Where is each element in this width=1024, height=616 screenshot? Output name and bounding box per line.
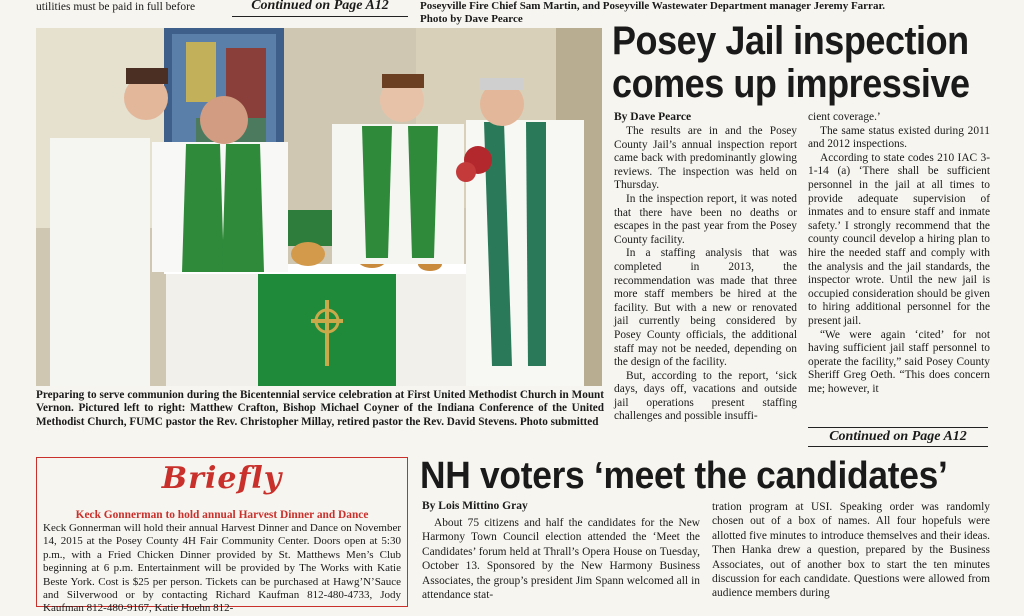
nh-paragraph: About 75 citizens and half the candidates for the New Harmony Town Council election attended the ‘Meet the Candidates’ forum held at Thrall’s Opera House on Tuesday, October 13. Sponsored by the New Harmony Business Associates, the group’s president Jim Spann welcomed all in attendance stat- <box>422 517 700 602</box>
jail-byline: By Dave Pearce <box>614 111 692 123</box>
nh-byline: By Lois Mittino Gray <box>422 500 528 512</box>
jail-continued-link[interactable]: Continued on Page A12 <box>808 427 988 447</box>
communion-photo <box>36 28 602 386</box>
brief-item-headline[interactable]: Keck Gonnerman to hold annual Harvest Dinner and Dance <box>75 509 369 521</box>
jail-paragraph: But, according to the report, ‘sick days, days off, vacations and outside jail operations present staffing challenges and possible insuffi- <box>614 369 797 423</box>
jail-headline[interactable] <box>612 19 970 106</box>
nh-column-2 <box>712 500 990 601</box>
jail-paragraph: In the inspection report, it was noted that there have been no deaths or escapes in the past year from the Posey County facility. <box>614 192 797 246</box>
jail-column-1 <box>614 125 797 424</box>
nh-column-1 <box>422 516 700 602</box>
jail-paragraph: The results are in and the Posey County Jail’s annual inspection report came back with predominantly glowing reviews. The inspection was held on Thursday. <box>614 125 797 192</box>
communion-photo-illustration <box>36 28 602 386</box>
top-left-fragment: utilities must be paid in full before <box>36 1 196 13</box>
nh-paragraph: tration program at USI. Speaking order was randomly chosen out of a box of names. All four hopefuls were allotted five minutes to introduce themselves and their ideas. Then Hanka drew a question, prepared by the Business Associates, out of another box to start the ten minutes discussion for each candidate. Questions were allowed from audience members during <box>712 501 990 600</box>
jail-paragraph: “We were again ‘cited’ for not having sufficient jail staff personnel to operate the facility,” said Posey County Sheriff Greg Oeth. “This does concern me; however, it <box>808 328 990 395</box>
top-continued-link[interactable]: Continued on Page A12 <box>232 0 408 17</box>
photo-caption: Preparing to serve communion during the Bicentennial service celebration at First United Methodist Church in Mount Vernon. Pictured left to right: Matthew Crafton, Bishop Michael Coyner of the Indiana Conference of the United Methodist Church, FUMC pastor the Rev. Christopher Millay, retired pastor the Rev. David Stevens. Photo submitted <box>36 389 604 428</box>
jail-paragraph: In a staffing analysis that was completed in 2013, the recommendation was made that three more staff members be hired at the facility. But with a new or renovated jail currently being considered by Posey County officials, the additional staff may not be needed, depending on the design of the facility. <box>614 247 797 369</box>
briefly-title: Briefly <box>161 461 283 496</box>
jail-headline-line-1: Posey Jail inspection <box>612 19 969 63</box>
top-right-caption-text: Poseyville Fire Chief Sam Martin, and Poseyville Wastewater Department manager Jeremy Farrar. <box>420 0 886 12</box>
briefly-box <box>36 457 408 615</box>
jail-column-2-lead: cient coverage.’ <box>808 111 881 123</box>
nh-headline[interactable]: NH voters ‘meet the candidates’ <box>420 455 948 497</box>
jail-column-2 <box>808 111 990 396</box>
top-right-photo-credit: Photo by Dave Pearce <box>420 13 523 25</box>
brief-item-body: Keck Gonnerman will hold their annual Harvest Dinner and Dance on November 14, 2015 at the Posey County 4H Fair Community Center. Doors open at 5:30 p.m., with a Fried Chicken Dinner provided by St. Matthews Men’s Club beginning at 6 p.m. Entertainment will be provided by The Works with Katie Beste York. Cost is $25 per person. Tickets can be purchased at Hawg’N’Sauce and Silverwood or by contacting Richard Kaufman 812-480-4733, Jody Kaufman 812-480-9167, Katie Hoehn 812- <box>43 522 401 615</box>
jail-paragraph: According to state codes 210 IAC 3-1-14 (a) ‘There shall be sufficient personnel in the jail at all times to provide adequate supervision of inmates and to ensure staff and inmate safety.’ I strongly recommend that the county council develop a hiring plan to hire the needed staff and comply with the analysis and the jail standards, the inspector wrote. Until the new jail is occupied consideration should be given to hiring additional personnel for the present jail. <box>808 151 990 327</box>
jail-headline-line-2: comes up impressive <box>612 62 970 106</box>
jail-paragraph: The same status existed during 2011 and 2012 inspections. <box>808 124 990 151</box>
